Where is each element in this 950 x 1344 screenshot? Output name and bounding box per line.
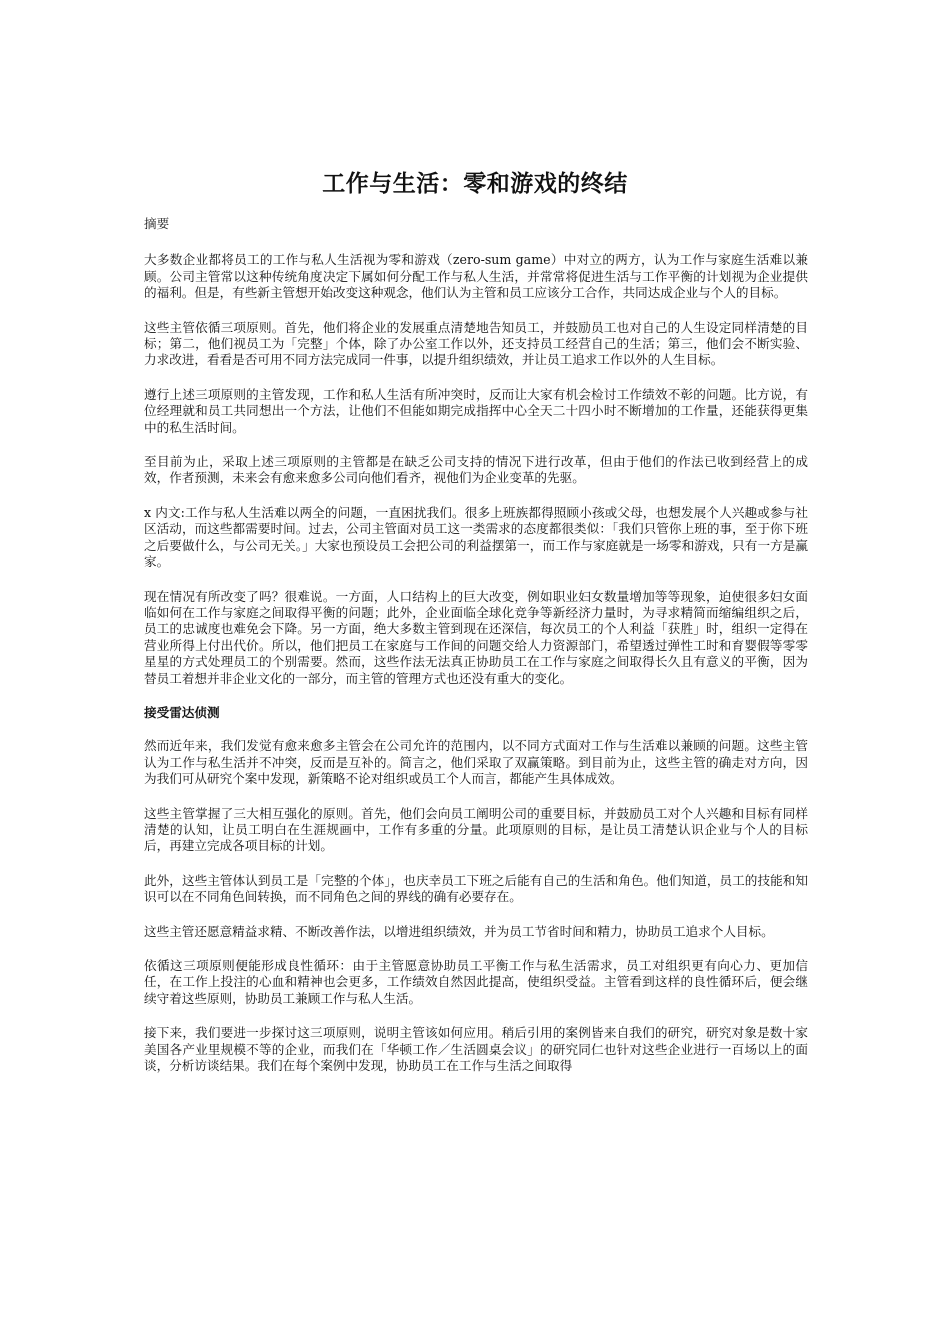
document-body — [144, 216, 808, 1092]
section-paragraph: 依循这三项原则便能形成良性循环：由于主管愿意协助员工平衡工作与私生活需求，员工对组织更有向心力、更加信任，在工作上投注的心血和精神也会更多，工作绩效自然因此提高，使组织受益。主管看到这样的良性循环后，便会继续守着这些原则，协助员工兼顾工作与私人生活。 — [144, 958, 808, 1006]
abstract-paragraph: 这些主管依循三项原则。首先，他们将企业的发展重点清楚地告知员工，并鼓励员工也对自己的人生设定同样清楚的目标；第二，他们视员工为「完整」个体，除了办公室工作以外，还支持员工经营自己的生活；第三，他们会不断实验、力求改进，看看是否可用不同方法完成同一件事，以提升组织绩效，并让员工追求工作以外的人生目标。 — [144, 319, 808, 368]
body-paragraph: x 内文:工作与私人生活难以两全的问题，一直困扰我们。很多上班族都得照顾小孩或父母，也想发展个人兴趣或参与社区活动，而这些都需要时间。过去，公司主管面对员工这一类需求的态度都很类似：「我们只管你上班的事，至于你下班之后要做什么，与公司无关。」大家也预设员工会把公司的利益摆第一，而工作与家庭就是一场零和游戏，只有一方是赢家。 — [144, 504, 808, 570]
section-paragraph: 然而近年来，我们发觉有愈来愈多主管会在公司允许的范围内，以不同方式面对工作与生活难以兼顾的问题。这些主管认为工作与私生活并不冲突，反而是互补的。简言之，他们采取了双赢策略。到目前为止，这些主管的确走对方向，因为我们可从研究个案中发现，新策略不论对组织或员工个人而言，都能产生具体成效。 — [144, 738, 808, 787]
abstract-paragraph: 大多数企业都将员工的工作与私人生活视为零和游戏（zero-sum game）中对立的两方，认为工作与家庭生活难以兼顾。公司主管常以这种传统角度决定下属如何分配工作与私人生活，并常常将促进生活与工作平衡的计划视为企业提供的福利。但是，有些新主管想开始改变这种观念，他们认为主管和员工应该分工合作，共同达成企业与个人的目标。 — [144, 252, 808, 301]
abstract-label: 摘要 — [144, 216, 170, 231]
abstract-paragraph: 遵行上述三项原则的主管发现，工作和私人生活有所冲突时，反而让大家有机会检讨工作绩效不彰的问题。比方说，有位经理就和员工共同想出一个方法，让他们不但能如期完成指挥中心全天二十四小时不断增加的工作量，还能获得更集中的私生活时间。 — [144, 386, 808, 435]
section-heading: 接受雷达侦测 — [144, 704, 220, 720]
abstract-paragraph: 至目前为止，采取上述三项原则的主管都是在缺乏公司支持的情况下进行改革，但由于他们的作法已收到经营上的成效，作者预测，未来会有愈来愈多公司向他们看齐，视他们为企业变革的先驱。 — [144, 454, 808, 486]
body-paragraph: 现在情况有所改变了吗？很难说。一方面，人口结构上的巨大改变，例如职业妇女数量增加等等现象，迫使很多妇女面临如何在工作与家庭之间取得平衡的问题；此外，企业面临全球化竞争等新经济力量时，为寻求精简而缩编组织之后，员工的忠诚度也难免会下降。另一方面，绝大多数主管到现在还深信，每次员工的个人利益「获胜」时，组织一定得在营业所得上付出代价。所以，他们把员工在家庭与工作间的问题交给人力资源部门，希望透过弹性工时和育婴假等零零星星的方式处理员工的个别需要。然而，这些作法无法真正协助员工在工作与家庭之间取得长久且有意义的平衡，因为替员工着想并非企业文化的一部分，而主管的管理方式也还没有重大的变化。 — [144, 588, 808, 686]
document-title: 工作与生活：零和游戏的终结 — [322, 171, 628, 197]
section-paragraph: 此外，这些主管体认到员工是「完整的个体」，也庆幸员工下班之后能有自己的生活和角色。他们知道，员工的技能和知识可以在不同角色间转换，而不同角色之间的界线的确有必要存在。 — [144, 872, 808, 905]
section-paragraph: 接下来，我们要进一步探讨这三项原则，说明主管该如何应用。稍后引用的案例皆来自我们的研究，研究对象是数十家美国各产业里规模不等的企业，而我们在「华顿工作／生活圆桌会议」的研究同仁也针对这些企业进行一百场以上的面谈，分析访谈结果。我们在每个案例中发现，协助员工在工作与生活之间取得 — [144, 1025, 808, 1074]
section-paragraph: 这些主管还愿意精益求精、不断改善作法，以增进组织绩效，并为员工节省时间和精力，协助员工追求个人目标。 — [144, 923, 774, 939]
section-paragraph: 这些主管掌握了三大相互强化的原则。首先，他们会向员工阐明公司的重要目标，并鼓励员工对个人兴趣和目标有同样清楚的认知，让员工明白在生涯规画中，工作有多重的分量。此项原则的目标，是让员工清楚认识企业与个人的目标后，再建立完成各项目标的计划。 — [144, 805, 808, 854]
